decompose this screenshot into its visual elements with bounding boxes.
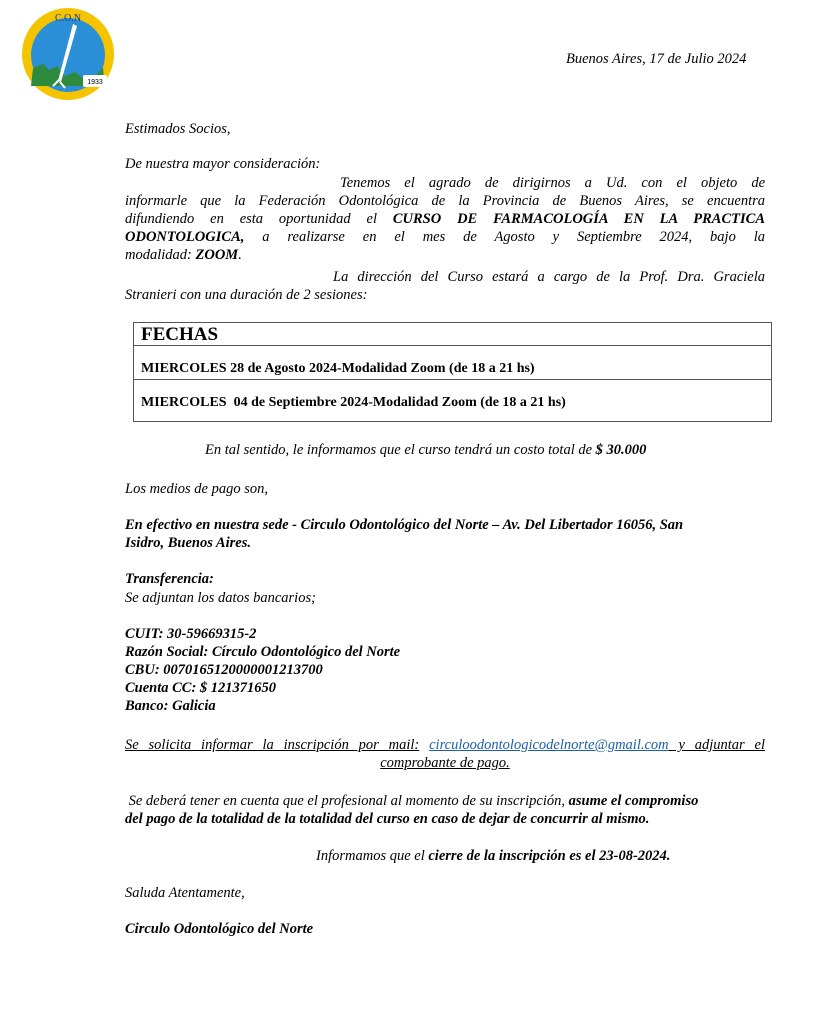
bank-cuit: CUIT: 30-59669315-2 [125, 626, 257, 642]
email-link[interactable]: circuloodontologicodelnorte@gmail.com [429, 737, 669, 753]
intro-line-3 [125, 210, 765, 228]
consideration: De nuestra mayor consideración: [125, 156, 321, 172]
bank-cuenta: Cuenta CC: $ 121371650 [125, 680, 277, 696]
logo-letters: C.O.N [54, 13, 82, 24]
logo [13, 6, 123, 102]
closing-notice-text: Informamos que el [316, 848, 429, 864]
dates-row [134, 345, 771, 380]
logo-year: 1933 [87, 79, 103, 86]
director-paragraph [125, 268, 765, 304]
intro-line-3-text: difundiendo en esta oportunidad el [125, 211, 393, 227]
inscription-request [125, 736, 765, 772]
modality-label: modalidad: [125, 247, 196, 263]
cash-payment [125, 516, 765, 552]
modality-value: ZOOM [195, 247, 239, 263]
inscription-text: Se solicita informar la inscripción por mail [125, 737, 415, 753]
intro-paragraph [125, 174, 765, 264]
intro-line-4 [125, 228, 765, 246]
commitment-line-2: del pago de la totalidad de la totalidad del curso en caso de dejar de concurrir al mismo. [125, 811, 650, 827]
transfer-heading: Transferencia: [125, 571, 214, 587]
bank-cbu: CBU: 0070165120000001213700 [125, 662, 323, 678]
signature: Circulo Odontológico del Norte [125, 921, 314, 937]
place-date: Buenos Aires, 17 de Julio 2024 [566, 51, 747, 67]
director-line-2: Stranieri con una duración de 2 sesiones: [125, 287, 368, 303]
inscription-line-2: comprobante de pago. [380, 755, 510, 771]
bank-details [125, 625, 400, 715]
dates-row [134, 379, 771, 421]
course-title-cont: ODONTOLOGICA, [125, 229, 245, 245]
date-row-1: MIERCOLES 28 de Agosto 2024-Modalidad Zoom (de 18 a 21 hs) [141, 361, 535, 376]
intro-line-2: informarle que la Federación Odontológica de la Provincia de Buenos Aires, se encuentra [125, 193, 765, 209]
intro-line-4-text: a realizarse en el mes de Agosto y Septiembre 2024, bajo la [244, 229, 765, 245]
closing-notice [316, 847, 670, 865]
transfer-note: Se adjuntan los datos bancarios; [125, 590, 316, 606]
cost-text: En tal sentido, le informamos que el curso tendrá un costo total de [205, 442, 596, 458]
greeting: Estimados Socios, [125, 121, 231, 137]
bank-banco: Banco: Galicia [125, 698, 216, 714]
farewell: Saluda Atentamente, [125, 885, 245, 901]
cash-line-2: Isidro, Buenos Aires. [125, 535, 251, 551]
closing-date: cierre de la inscripción es el 23-08-2024. [428, 848, 671, 864]
modality-period: . [238, 247, 242, 263]
intro-line-1: Tenemos el agrado de dirigirnos a Ud. con el objeto de [340, 175, 765, 191]
date-row-2: MIERCOLES 04 de Septiembre 2024-Modalidad Zoom (de 18 a 21 hs) [141, 395, 566, 410]
intro-line-5 [125, 246, 765, 264]
payment-intro: Los medios de pago son, [125, 481, 268, 497]
inscription-colon: : [414, 737, 420, 753]
cash-line-1: En efectivo en nuestra sede - Circulo Odontológico del Norte – Av. Del Libertador 16056, San [125, 517, 684, 533]
course-title: CURSO DE FARMACOLOGÍA EN LA PRACTICA [392, 211, 765, 227]
commitment-notice [125, 792, 767, 828]
commitment-bold: asume el compromiso [568, 793, 699, 809]
inscription-post: y adjuntar el [668, 737, 766, 753]
dates-heading: FECHAS [141, 324, 219, 345]
dates-table [133, 322, 772, 422]
cost-amount: $ 30.000 [595, 442, 647, 458]
director-line-1: La dirección del Curso estará a cargo de la Prof. Dra. Graciela [333, 269, 765, 285]
cost-line [205, 441, 646, 459]
commitment-text: Se deberá tener en cuenta que el profesional al momento de su inscripción, [125, 793, 569, 809]
bank-razon: Razón Social: Círculo Odontológico del Norte [125, 644, 401, 660]
